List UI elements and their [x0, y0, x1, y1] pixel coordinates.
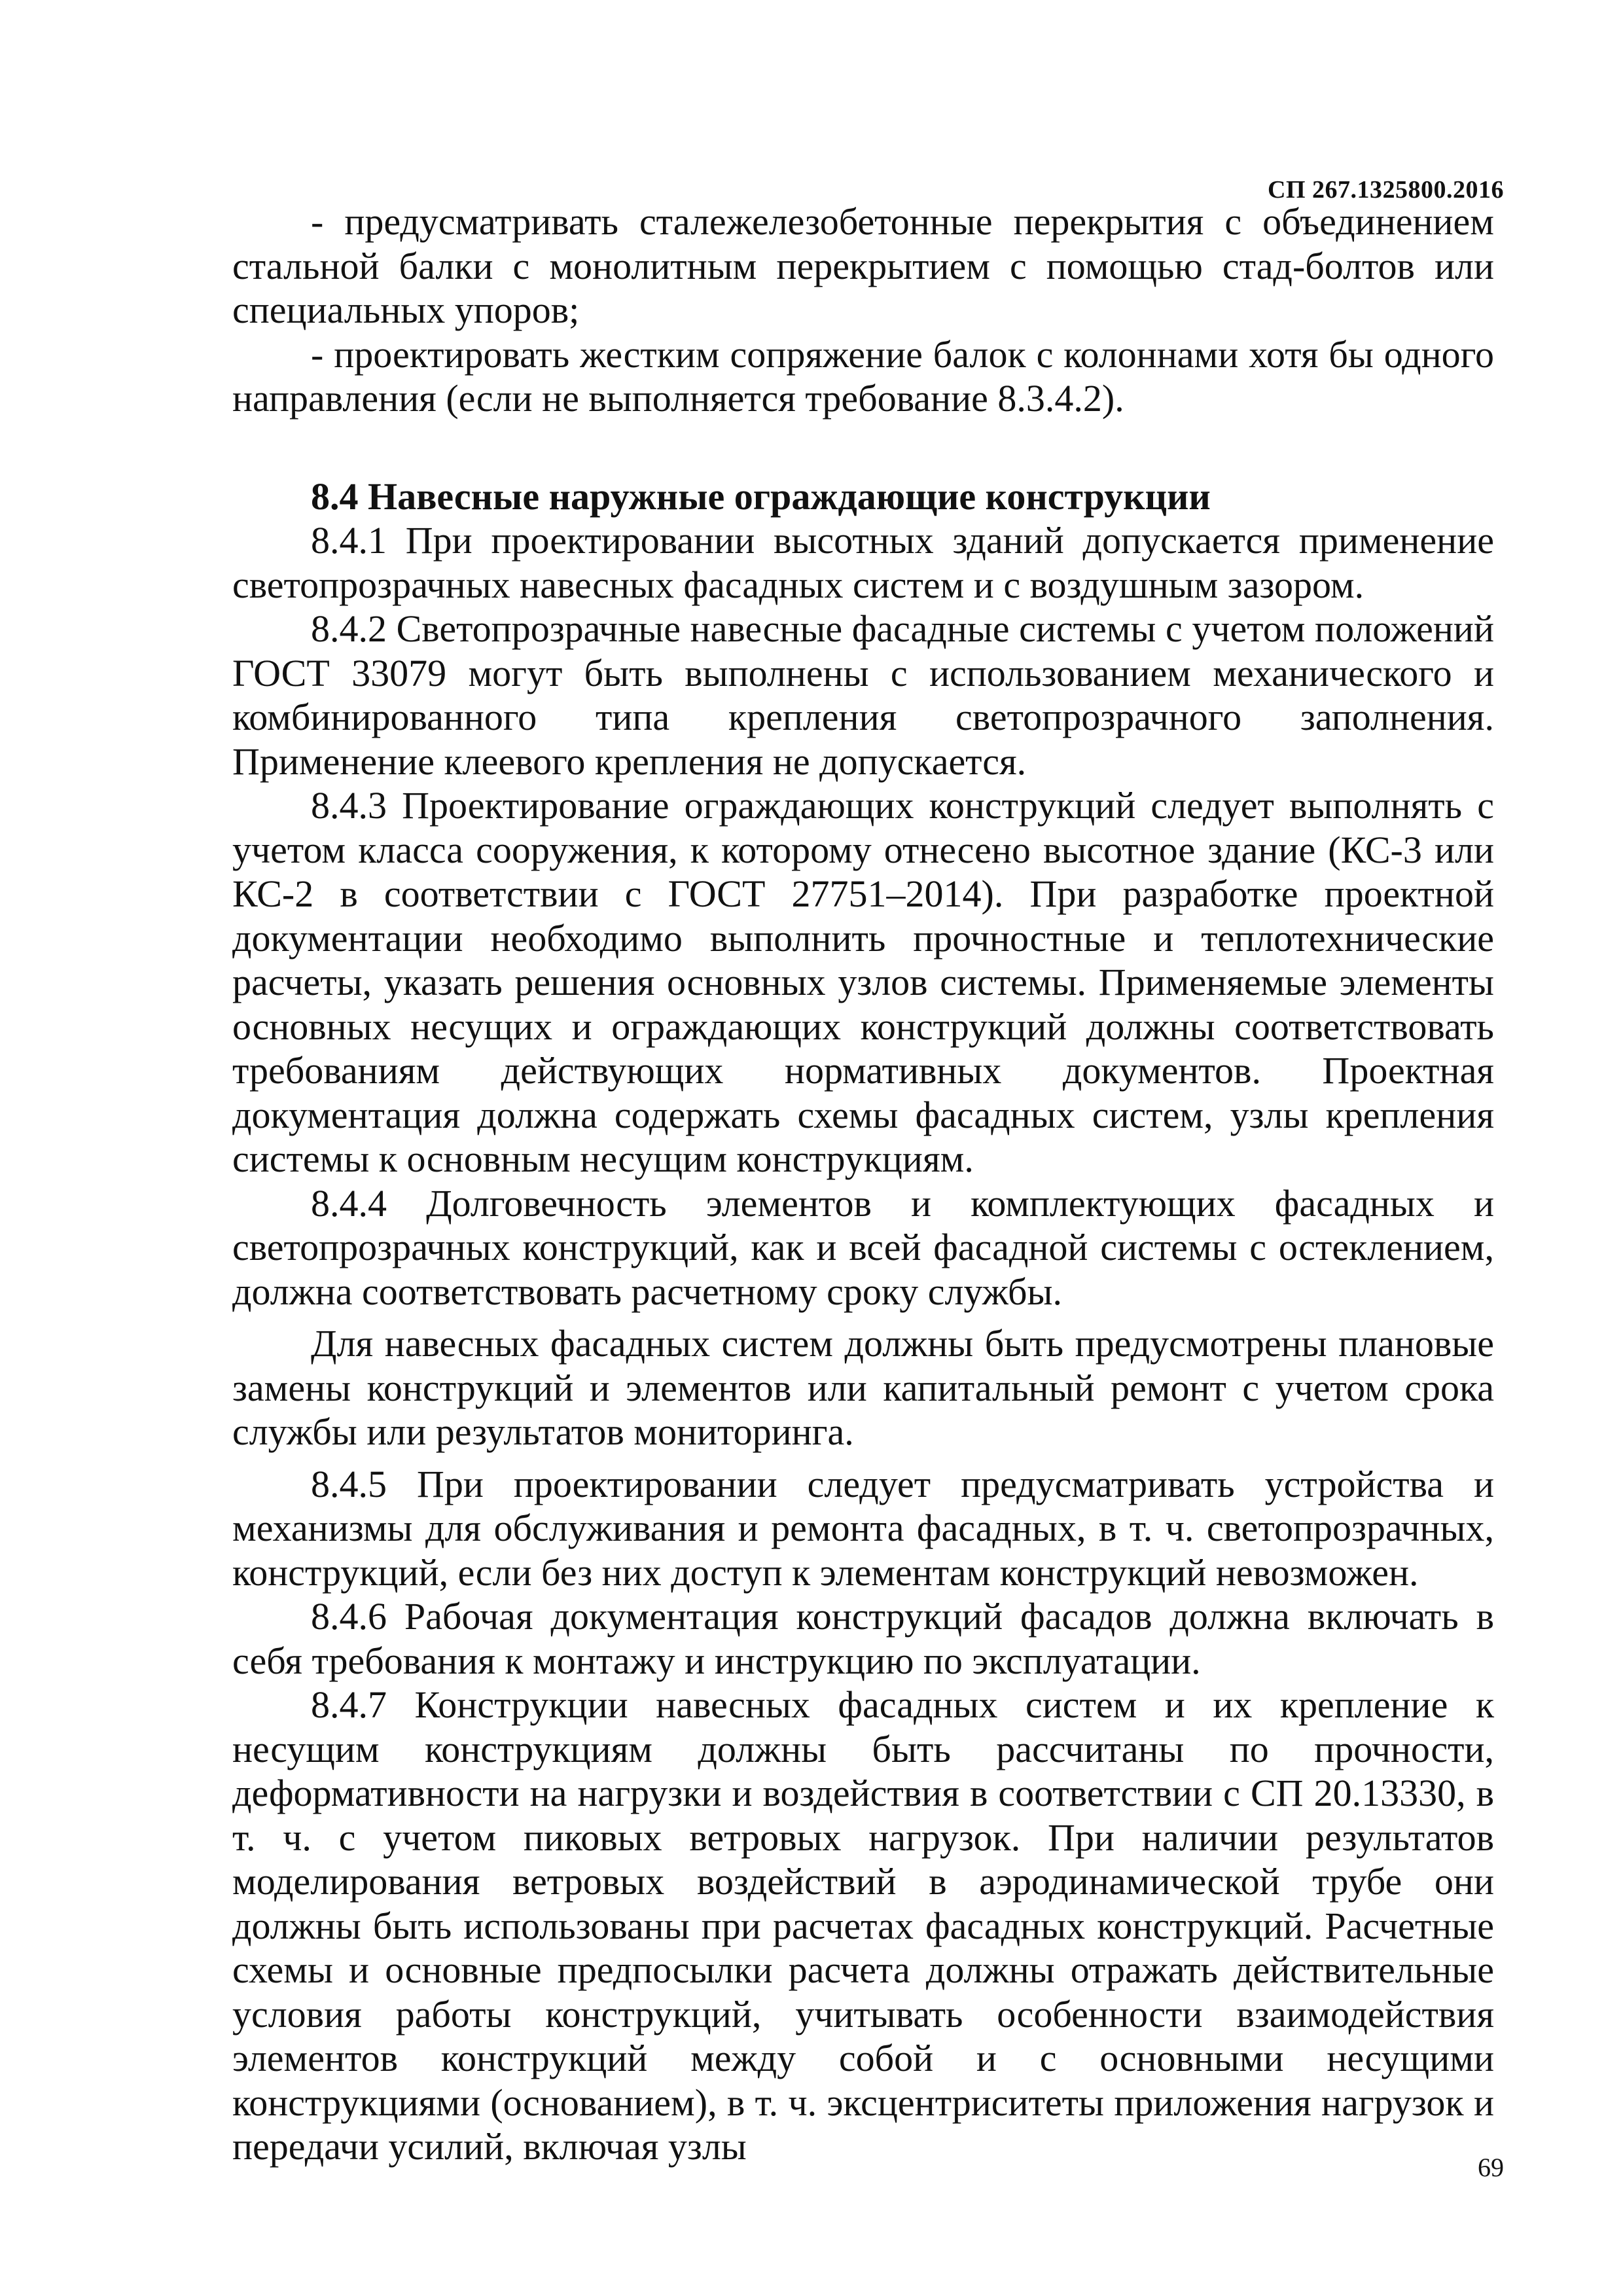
- list-item: - проектировать жестким сопряжение балок с колоннами хотя бы одного направления (если не выполняется требование 8.3.4.2).: [232, 332, 1494, 420]
- page-number: 69: [1478, 2153, 1504, 2182]
- clause-8-4-4: 8.4.4 Долговечность элементов и комплектующих фасадных и светопрозрачных конструкций, как и всей фасадной системы с остеклением, должна соответствовать расчетному сроку службы.: [232, 1181, 1494, 1313]
- clause-8-4-3: 8.4.3 Проектирование ограждающих конструкций следует выполнять с учетом класса сооружения, к которому отнесено высотное здание (КС-3 или КС-2 в соответствии с ГОСТ 27751–2014). При разработке проектной документации необходимо выполнить прочностные и теплотехнические расчеты, указать решения основных узлов системы. Применяемые элементы основных несущих и ограждающих конструкций должны соответствовать требованиям действующих нормативных документов. Проектная документация должна содержать схемы фасадных систем, узлы крепления системы к основным несущим конструкциям.: [232, 784, 1494, 1180]
- clause-8-4-6: 8.4.6 Рабочая документация конструкций фасадов должна включать в себя требования к монтажу и инструкцию по эксплуатации.: [232, 1595, 1494, 1682]
- document-code-header: СП 267.1325800.2016: [1268, 176, 1504, 204]
- list-item: - предусматривать сталежелезобетонные перекрытия с объединением стальной балки с монолитным перекрытием с помощью стад-болтов или специальных упоров;: [232, 200, 1494, 331]
- clause-8-4-4-continuation: Для навесных фасадных систем должны быть предусмотрены плановые замены конструкций и элементов или капитальный ремонт с учетом срока службы или результатов мониторинга.: [232, 1322, 1494, 1453]
- clause-8-4-1: 8.4.1 При проектировании высотных зданий допускается применение светопрозрачных навесных фасадных систем и с воздушным зазором.: [232, 519, 1494, 606]
- clause-8-4-5: 8.4.5 При проектировании следует предусматривать устройства и механизмы для обслуживания и ремонта фасадных, в т. ч. светопрозрачных, конструкций, если без них доступ к элементам конструкций невозможен.: [232, 1462, 1494, 1594]
- clause-8-4-2: 8.4.2 Светопрозрачные навесные фасадные системы с учетом положений ГОСТ 33079 могут быть выполнены с использованием механического и комбинированного типа крепления светопрозрачного заполнения. Применение клеевого крепления не допускается.: [232, 607, 1494, 783]
- document-body: [232, 200, 1494, 2169]
- clause-8-4-7: 8.4.7 Конструкции навесных фасадных систем и их крепление к несущим конструкциям должны быть рассчитаны по прочности, деформативности на нагрузки и воздействия в соответствии с СП 20.13330, в т. ч. с учетом пиковых ветровых нагрузок. При наличии результатов моделирования ветровых воздействий в аэродинамической трубе они должны быть использованы при расчетах фасадных конструкций. Расчетные схемы и основные предпосылки расчета должны отражать действительные условия работы конструкций, учитывать особенности взаимодействия элементов конструкций между собой и с основными несущими конструкциями (основанием), в т. ч. эксцентриситеты приложения нагрузок и передачи усилий, включая узлы: [232, 1683, 1494, 2168]
- section-heading: 8.4 Навесные наружные ограждающие конструкции: [311, 475, 1211, 518]
